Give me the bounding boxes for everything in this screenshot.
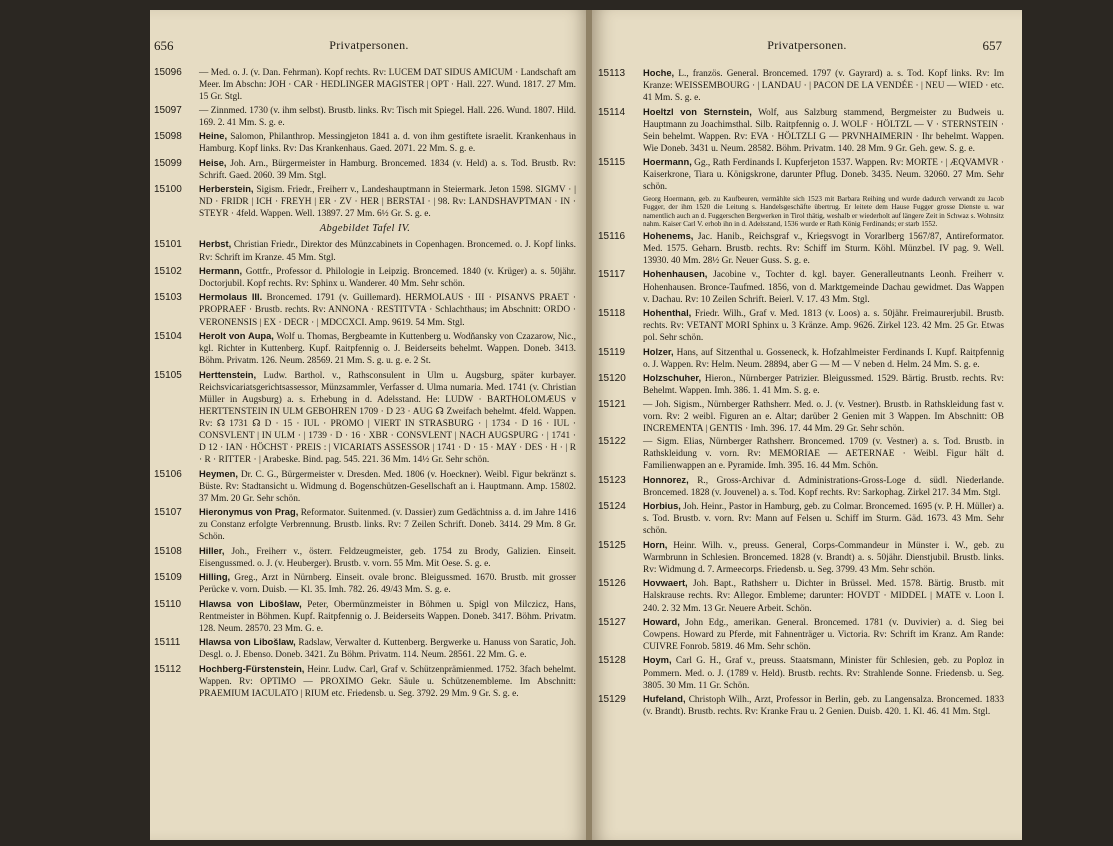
person-name: Howard, (643, 616, 680, 627)
person-name: Hermann, (199, 265, 243, 276)
catalog-entry (598, 539, 1004, 576)
person-name: Hohenems, (643, 230, 694, 241)
lot-number: 15111 (154, 637, 181, 649)
entry-description: Hans, auf Sitzenthal u. Gosseneck, k. Hofzahlmeister Ferdinands I. Kupf. Raitpfennig o. J. Wappen. Rv: Helm. Neum. 28894, aber G — M — V neben d. Helm. 24 Mm. S. g. e. (643, 347, 1004, 370)
catalog-entry (154, 265, 576, 290)
entry-description: Salomon, Philanthrop. Messingjeton 1841 a. d. von ihm gestiftete israelit. Krankenhaus in Hamburg. Kopf links. Rv: Das Krankenhaus. Gaed. 2071. 22 Mm. S. g. e. (199, 132, 576, 155)
entry-description: Reformator. Suitenmed. (v. Dassier) zum Gedächtniss a. d. im Jahre 1416 zu Constanz erfolgte Verbrennung. Brustb. links. Rv: 7 Zeilen Schrift. Doneb. 3414. 29 Mm. 8 Gr. Schön. (199, 508, 576, 543)
person-name: Heine, (199, 131, 228, 142)
catalog-entry (598, 230, 1004, 267)
catalog-entry (154, 663, 576, 700)
person-name: Hochberg-Fürstenstein, (199, 663, 305, 674)
entry-description: — Med. o. J. (v. Dan. Fehrman). Kopf rechts. Rv: LUCEM DAT SIDUS AMICUM · Landschaft am Meer. Im Abschn: JOH · CAR · HEDLINGER MAGISTER | OPT · Hall. 227. Wund. 1817. 27 Mm. 15 Gr. Stgl. (199, 68, 576, 103)
lot-number: 15106 (154, 468, 182, 480)
person-name: Heymen, (199, 468, 238, 479)
left-page (150, 10, 588, 840)
person-name: Herbst, (199, 239, 232, 250)
catalog-entry (154, 238, 576, 263)
entry-description: John Edg., amerikan. General. Broncemed. 1781 (v. Duvivier) a. d. Sieg bei Cowpens. Howard zu Pferde, mit Fahnenträger u. Victoria. Rv: Schrift im Kranz. Am Rande: CUIVRE Fonrob. 5819. 46 Mm. Sehr schön. (643, 617, 1004, 653)
catalog-entry (154, 157, 576, 182)
person-name: Hieronymus von Prag, (199, 507, 299, 518)
right-page-number: 657 (982, 38, 1002, 53)
catalog-entry (598, 693, 1004, 718)
entry-description: — Zinnmed. 1730 (v. ihm selbst). Brustb. links. Rv: Tisch mit Spiegel. Hall. 226. Wund. 1807. Hild. 169. 2. 41 Mm. S. g. e. (199, 105, 576, 128)
catalog-entry (598, 346, 1004, 371)
entry-description: Heinr. Wilh. v., preuss. General, Corps-Commandeur in Münster i. W., geb. zu Warmbrunn in Schlesien. Broncemed. 1828 (v. Brandt) a. s. 50jähr. Dienstjubil. Brustb. links. Rv: Widmung d. 7. Armeecorps. Friedensb. u. Seg. 3799. 43 Mm. Sehr schön. (643, 540, 1004, 575)
catalog-entry (598, 106, 1004, 155)
right-running-head: Privatpersonen. (767, 38, 847, 52)
catalog-entry (154, 598, 576, 635)
lot-number: 15109 (154, 572, 182, 584)
entry-description: Gottfr., Professor d. Philologie in Leipzig. Broncemed. 1840 (v. Krüger) a. s. 50jähr. Doctorjubil. Kopf rechts. Rv: Sphinx u. Wanderer. 40 Mm. Sehr schön. (199, 266, 576, 289)
lot-number: 15120 (598, 373, 626, 385)
lot-number: 15124 (598, 501, 626, 513)
entry-description: Heinr. Ludw. Carl, Graf v. Schützenprämienmed. 1752. 3fach behelmt. Wappen. Rv: OPTIMO — PROXIMO Gekr. Säule u. Schützenembleme. Im Abschnitt: PRAEMIUM IACULATO | RIUM etc. Friedensb. u. Seg. 3792. 29 Mm. 9 Gr. S. g. e. (199, 664, 576, 699)
person-name: Horn, (643, 539, 668, 550)
lot-number: 15122 (598, 436, 626, 448)
entry-description: Joh., Freiherr v., österr. Feldzeugmeister, geb. 1754 zu Brody, Galizien. Einseit. Eisengussmed. o. J. (v. Heuberger). Brustb. v. vorn. 55 Mm. Mit Oese. S. g. e. (199, 546, 577, 569)
person-name: Hohenhausen, (643, 269, 708, 280)
entry-description: Dr. C. G., Bürgermeister v. Dresden. Med. 1806 (v. Hoeckner). Weibl. Figur bekränzt s. Büste. Rv: Stadtansicht u. Widmung d. Bogenschützen-Gesellschaft an i. Hauptmann. Amp. 15802. 37 Mm. 20 Gr. Sehr schön. (199, 469, 576, 504)
person-name: Hoym, (643, 655, 672, 666)
catalog-entry (154, 130, 576, 155)
lot-number: 15107 (154, 507, 182, 519)
lot-number: 15114 (598, 106, 626, 118)
left-page-number: 656 (154, 38, 174, 53)
catalog-entry (154, 291, 576, 328)
entry-description: Joh. Bapt., Rathsherr u. Dichter in Brüssel. Med. 1578. Bärtig. Brustb. mit Halskrause rechts. Rv: Allegor. Embleme; darunter: HOVDT · MIDDEL | MATE v. Loon I. 240. 2. 32 Mm. 13 Gr. Neuere Arbeit. Schön. (643, 579, 1004, 614)
lot-number: 15103 (154, 292, 182, 304)
entry-description: Carl G. H., Graf v., preuss. Staatsmann, Minister für Schlesien, geb. zu Poploz in Pommern. Med. o. J. (1789 v. Held). Brustb. rechts. Rv: Strahlende Sonne. Friedensb. u. Seg. 3805. 30 Mm. 11 Gr. Schön. (643, 656, 1004, 691)
lot-number: 15125 (598, 539, 626, 551)
entry-description: Friedr. Wilh., Graf v. Med. 1813 (v. Loos) a. s. 50jähr. Freimaurerjubil. Brustb. rechts. Rv: VETANT MORI Sphinx u. 3 Kränze. Amp. 9626. Zirkel 123. 42 Mm. 25 Gr. Etwas pol. Sehr schön. (643, 308, 1004, 344)
catalog-entry (598, 654, 1004, 691)
lot-number: 15126 (598, 578, 626, 590)
entry-description: Broncemed. 1791 (v. Guillemard). HERMOLAUS · III · PISANVS PRAET · PROPRAEF · Brustb. rechts. Rv: ANNONA · RESTITVTA · Schlachthaus; im Abschnitt: ORDO · VERONENSIS | EX · DECR · | MDCCXCI. Amp. 9619. 54 Mm. Stgl. (199, 293, 576, 328)
lot-number: 15121 (598, 398, 626, 410)
entry-description: Sigism. Friedr., Freiherr v., Landeshauptmann in Steiermark. Jeton 1598. SIGMV · | ND · FRIDR | ICH · FREYH | ER · ZV · HER | BERSTAI · | 98. Rv: LANDSHAVPTMAN · IN · STEYR · 4feld. Wappen. Well. 13897. 27 Mm. 6½ Gr. S. g. e. (199, 185, 576, 220)
person-name: Hoche, (643, 68, 675, 78)
right-page (592, 10, 1022, 840)
entry-description: Wolf, aus Salzburg stammend, Bergmeister zu Budweis u. Hauptmann zu Joachimsthal. Silb. Raitpfennig o. J. WOLF · HÖLTZL — V · STERNSTEIN · Sein behelmt. Wappen. Rv: EVA · HÖLTZLI G — PRVNHAIMERIN · Ihr behelmt. Wappen. Wie Doneb. 3431 u. Neum. 28582. Böhm. Privatm. 140. 28 Mm. 9 Gr. Geh. gew. S. g. e. (643, 107, 1004, 154)
lot-number: 15100 (154, 184, 182, 196)
lot-number: 15129 (598, 694, 626, 706)
entry-description: — Sigm. Elias, Nürnberger Rathsherr. Broncemed. 1709 (v. Vestner) a. s. Tod. Brustb. in Rathskleidung v. vorn. Rv: MEMORIAE — AETERNAE · Weibl. Figur hält d. Familienwappen an e. Pyramide. Imh. 395. 16. 44 Mm. Schön. (643, 437, 1004, 472)
catalog-entry (154, 506, 576, 543)
person-name: Honnorez, (643, 474, 689, 485)
footnote: Georg Hoermann, geb. zu Kaufbeuren, vermählte sich 1523 mit Barbara Reihing und wurde dadurch verwandt zu Jacob Fugger, der ihm 1520 die Leitung s. Handelsgeschäfte übertrug. Er leitete dem Hause Fugger grosse Dienste u. war namentlich auch an d. Fuggerschen Bergwerken in Tirol thätig, weshalb er wiederholt auf längere Zeit in Schwaz s. Wohnsitz nahm. Kaiser Carl V. erhob ihn in d. Adelsstand, 1536 wurde er Rath König Ferdinands; er starb 1552. (643, 194, 1004, 229)
catalog-entry (154, 468, 576, 505)
lot-number: 15119 (598, 346, 626, 358)
entry-description: Gg., Rath Ferdinands I. Kupferjeton 1537. Wappen. Rv: MORTE · | ÆQVAMVR · Kaiserkrone, Tiara u. Königskrone, darunter Pflug. Doneb. 3435. Neum. 32060. 27 Mm. Sehr schön. (643, 158, 1004, 193)
person-name: Hermolaus III. (199, 292, 263, 303)
catalog-entry (598, 156, 1004, 193)
catalog-entry (154, 67, 576, 103)
person-name: Hufeland, (643, 694, 686, 705)
entry-description: Christian Friedr., Direktor des Münzcabinets in Copenhagen. Broncemed. o. J. Kopf links. Rv: Schrift im Kranze. 45 Mm. Stgl. (199, 240, 576, 263)
entry-description: Christoph Wilh., Arzt, Professor in Berlin, geb. zu Langensalza. Broncemed. 1833 (v. Brandt). Brustb. rechts. Rv: Kranke Frau u. 2 Genien. Duisb. 420. 1. Kl. 46. 41 Mm. Stgl. (643, 695, 1004, 718)
entry-description: — Joh. Sigism., Nürnberger Rathsherr. Med. o. J. (v. Vestner). Brustb. in Rathskleidung fast v. vorn. Rv: 2 weibl. Figuren an e. Altar; darüber 2 Genien mit 3 Wappen. Im Abschnitt: OB INCREMENTA | GENTIS · Imh. 396. 17. 44 Mm. 29 Gr. Sehr schön. (643, 399, 1004, 434)
catalog-entry (598, 500, 1004, 537)
plate-reference: Abgebildet Tafel IV. (319, 223, 411, 235)
person-name: Herttenstein, (199, 369, 257, 380)
entry-description: Jacobine v., Tochter d. kgl. bayer. Generalleutnants Leonh. Freiherr v. Hohenhausen. Bronce-Taufmed. 1856, von d. Marktgemeinde Dachau gewidmet. Das Wappen v. Dachau. Rv: 10 Zeilen Schrift. Beierl. V. 17. 43 Mm. Stgl. (643, 270, 1004, 305)
entry-description: Ludw. Barthol. v., Rathsconsulent in Ulm u. Augsburg, später kurbayer. Reichsvicariatsgerichtsassessor, Münzsammler, Verfasser d. Ulma numaria. Med. 1741 (v. Christian Müller in Augsburg) a. s. Erhebung in d. Adelsstand. He: LUDW · BARTHOLOMÆUS v HERTTENSTEIN IN ULM GEBOHREN 1709 · D 23 · AUG ☊ Zweifach behelmt. 4feld. Wappen. Rv: ☊ 1731 ☊ D · 15 · IUL · PROMO | VIERT IN STRASBURG · | 1734 · D 16 · IUL · CONSVLENT | IN ULM · | 1739 · D · 16 · XBR · CONSVLENT | NACH AUGSPURG · | 1741 · D 12 · IAN · HÖCHST · PREIS : | VICARIATS ASSESSOR | 1741 · D · 15 · MAY · DES · H · | R · R · RITTER · | Arabeske. Bind. pag. 545. 221. 36 Mm. 14½ Gr. Sehr schön. (199, 370, 576, 466)
person-name: Hoeltzl von Sternstein, (643, 106, 752, 117)
lot-number: 15108 (154, 545, 182, 557)
person-name: Hoermann, (643, 157, 692, 168)
catalog-entry (598, 436, 1004, 472)
lot-number: 15096 (154, 67, 182, 78)
entry-description: Greg., Arzt in Nürnberg. Einseit. ovale bronc. Bleigussmed. 1670. Brustb. mit grosser Perücke v. vorn. Duisb. — Kl. 35. Imh. 782. 26. 49/43 Mm. S. g. e. (199, 573, 576, 596)
entry-description: L., französ. General. Broncemed. 1797 (v. Gayrard) a. s. Tod. Kopf links. Rv: Im Kranze: WEISSEMBOURG · | LANDAU · | PACON DE LA VENDÉE · | NEU — WIED · etc. 41 Mm. S. g. e. (643, 69, 1005, 104)
person-name: Hlawsa von Libošlaw, (199, 598, 302, 609)
lot-number: 15113 (598, 68, 626, 79)
left-entry-list (154, 67, 576, 701)
lot-number: 15104 (154, 330, 182, 342)
catalog-entry (598, 268, 1004, 305)
lot-number: 15118 (598, 307, 626, 319)
person-name: Hilling, (199, 572, 231, 583)
entry-description: Peter, Obermünzmeister in Böhmen u. Spigl von Milczicz, Hans, Rentmeister in Böhmen. Kupf. Raitpfennig o. J. Beiderseits Wappen. Doneb. 3417. Böhm. Privatm. 128. Neum. 28570. 23 Mm. G. e. (199, 599, 576, 634)
entry-description: Hieron., Nürnberger Patrizier. Bleigussmed. 1529. Bärtig. Brustb. rechts. Rv: Behelmt. Wappen. Imh. 386. 1. 41 Mm. S. g. e. (643, 374, 1004, 397)
lot-number: 15098 (154, 131, 182, 143)
person-name: Hovwaert, (643, 578, 688, 589)
entry-description: Joh. Arn., Bürgermeister in Hamburg. Broncemed. 1834 (v. Held) a. s. Tod. Brustb. Rv: Schrift. Gaed. 2060. 39 Mm. Stgl. (199, 158, 577, 181)
lot-number: 15116 (598, 230, 626, 242)
lot-number: 15105 (154, 369, 182, 381)
lot-number: 15117 (598, 269, 626, 281)
lot-number: 15102 (154, 265, 182, 277)
catalog-entry (598, 616, 1004, 653)
catalog-entry (598, 577, 1004, 614)
right-entry-list (598, 67, 1004, 720)
catalog-entry (598, 372, 1004, 397)
catalog-entry (154, 545, 576, 570)
entry-description: Radslaw, Verwalter d. Kuttenberg. Bergwerke u. Hanuss von Saratic, Joh. Desgl. o. J. Ebenso. Doneb. 3421. Zu Böhm. Privatm. 114. Neum. 28561. 22 Mm. G. e. (199, 638, 576, 661)
lot-number: 15097 (154, 104, 182, 116)
catalog-entry (154, 369, 576, 467)
person-name: Holzer, (643, 346, 674, 357)
lot-number: 15099 (154, 157, 182, 169)
entry-description: Wolf u. Thomas, Bergbeamte in Kuttenberg u. Wodňansky von Czazarow, Nic., kgl. Richter in Kuttenberg. Kupf. Raitpfennig o. J. Beiderseits behelmt. Wappen. Doneb. 3413. Böhm. Privatm. 126. Neum. 28569. 21 Mm. S. g. u. g. e. 2 St. (199, 331, 576, 367)
catalog-entry (598, 399, 1004, 435)
person-name: Holzschuher, (643, 373, 702, 384)
lot-number: 15112 (154, 663, 182, 675)
person-name: Horbius, (643, 501, 681, 512)
lot-number: 15115 (598, 157, 626, 169)
catalog-entry (598, 67, 1004, 104)
lot-number: 15101 (154, 239, 182, 251)
catalog-entry (154, 330, 576, 367)
lot-number: 15110 (154, 598, 182, 610)
person-name: Herberstein, (199, 184, 254, 195)
left-running-head: Privatpersonen. (329, 38, 409, 52)
person-name: Heise, (199, 157, 227, 168)
catalog-entry (154, 105, 576, 129)
catalog-entry (154, 571, 576, 596)
catalog-entry (154, 636, 576, 661)
entry-description: Joh. Heinr., Pastor in Hamburg, geb. zu Colmar. Broncemed. 1695 (v. P. H. Müller) a. s. Tod. Brustb. v. vorn. Rv: Mann auf Felsen u. Schiff im Sturm. Gäd. 1673. 43 Mm. Sehr schön. (643, 502, 1004, 537)
lot-number: 15127 (598, 616, 626, 628)
lot-number: 15128 (598, 655, 626, 667)
person-name: Hiller, (199, 545, 225, 556)
catalog-entry (154, 183, 576, 220)
catalog-entry (598, 474, 1004, 499)
person-name: Hlawsa von Libošlaw, (199, 637, 296, 648)
lot-number: 15123 (598, 474, 626, 486)
person-name: Hohenthal, (643, 307, 692, 318)
person-name: Herolt von Aupa, (199, 330, 274, 341)
entry-description: Jac. Hanib., Reichsgraf v., Kriegsvogt in Vorarlberg 1567/87, Antireformator. Med. 1575. Geharn. Brustb. rechts. Rv: Schiff im Sturm. Köhl. Münzbel. IV pag. 9. Well. 13930. 40 Mm. 28½ Gr. Neuer Guss. S. g. e. (643, 231, 1004, 267)
entry-description: R., Gross-Archivar d. Administrations-Gross-Loge d. südl. Niederlande. Broncemed. 1828 (v. Jouvenel) a. s. Tod. Kopf rechts. Rv: Sarkophag. Zirkel 217. 34 Mm. Stgl. (643, 475, 1004, 498)
catalog-entry (598, 307, 1004, 344)
